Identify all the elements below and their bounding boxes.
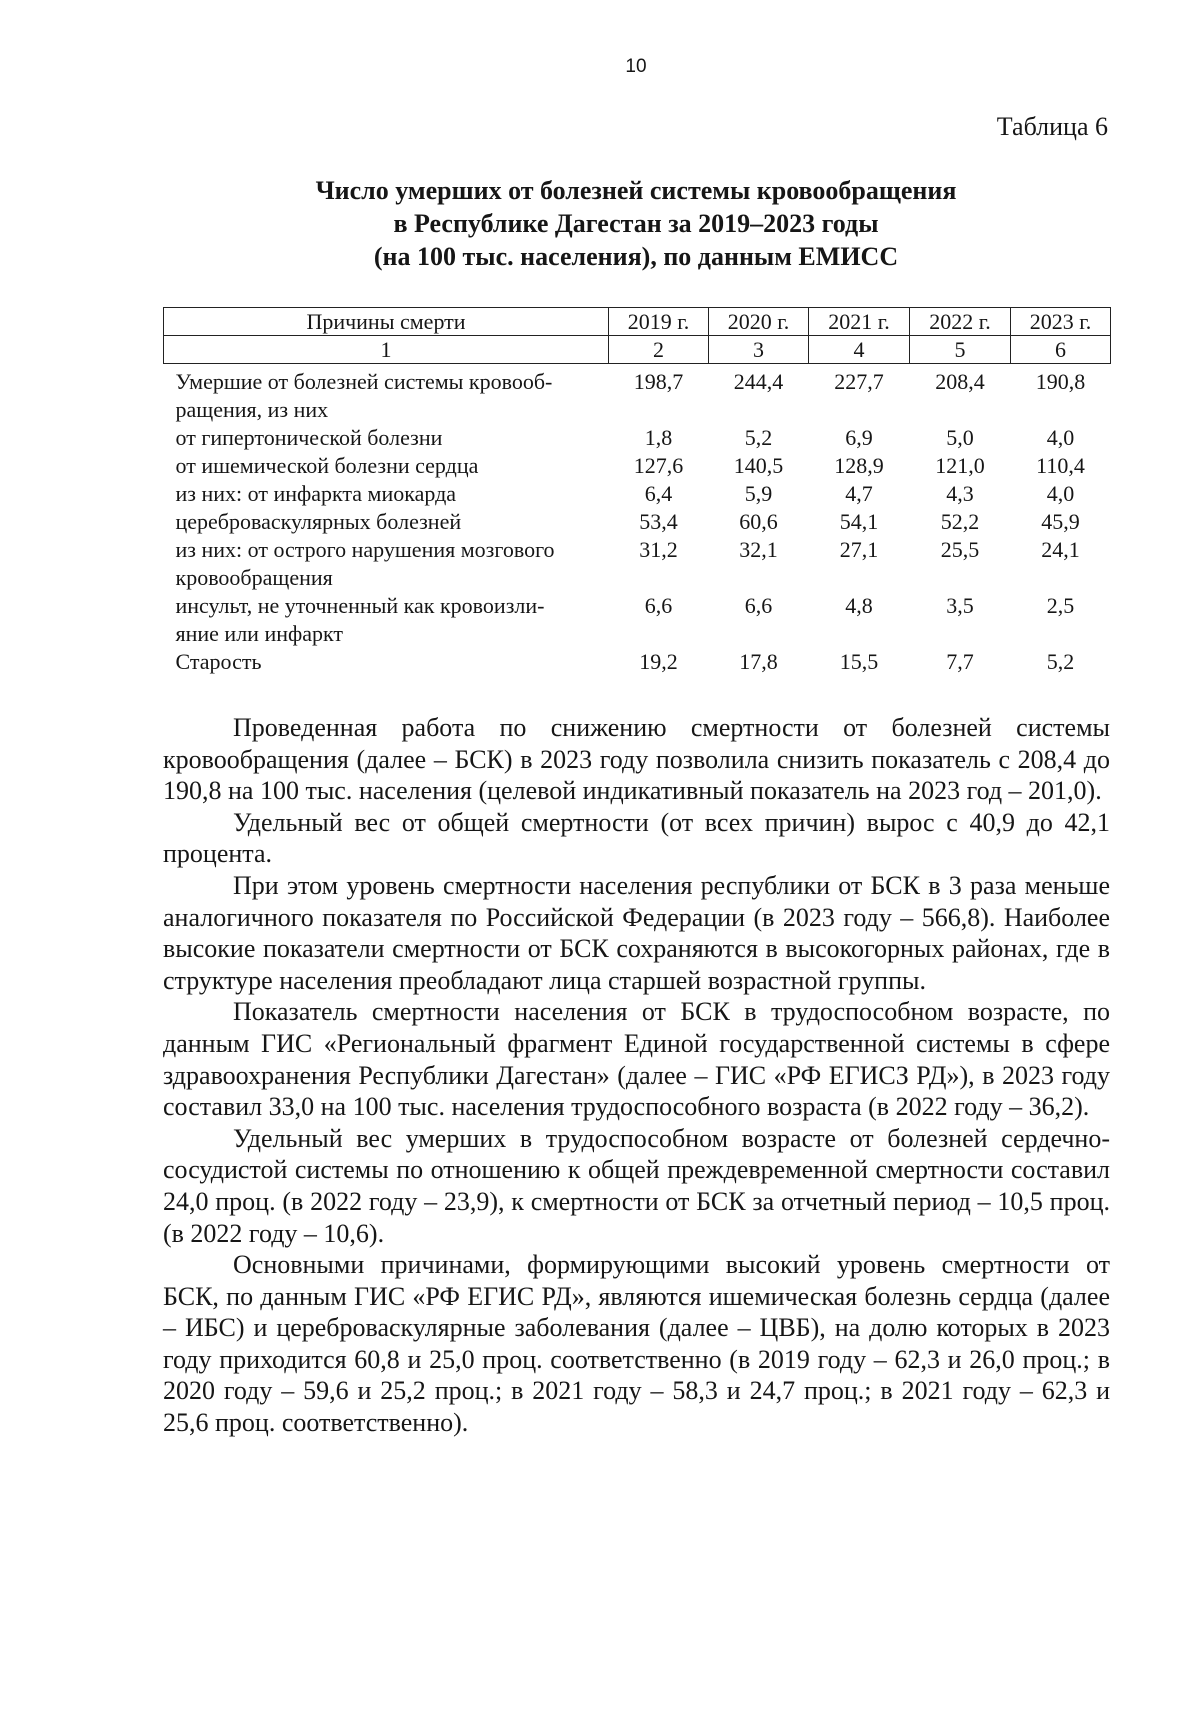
- value-cell: 4,0: [1046, 481, 1075, 506]
- page-number: 10: [625, 56, 647, 77]
- table-title: [160, 174, 1112, 273]
- value-cell: 54,1: [839, 509, 879, 534]
- header-year: 2022 г.: [910, 308, 1011, 336]
- value-cell: 24,1: [1041, 537, 1080, 562]
- table-row: [164, 508, 1111, 536]
- table-body: [164, 364, 1111, 677]
- cause-cell: [164, 536, 609, 592]
- column-number: 5: [910, 336, 1011, 364]
- title-line: в Республике Дагестан за 2019–2023 годы: [393, 209, 879, 238]
- paragraph: При этом уровень смертности населения республики от БСК в 3 раза меньше аналогичного показателя по Российской Федерации (в 2023 году – 566,8). Наиболее высокие показатели смертности от БСК сохраняются в высокогорных районах, где в структуре населения преобладают лица старшей возрастной группы.: [163, 870, 1110, 995]
- table-row: [164, 424, 1111, 452]
- value-cell: 32,1: [739, 537, 778, 562]
- value-cell: 5,0: [946, 425, 974, 450]
- paragraph: Основными причинами, формирующими высокий уровень смертности от БСК, по данным ГИС «РФ ЕГИС РД», являются ишемическая болезнь сердца (далее – ИБС) и цереброваскулярные заболевания (далее – ЦВБ), на долю которых в 2023 году приходится 60,8 и 25,0 проц. соответственно (в 2019 году – 62,3 и 26,0 проц.; в 2020 году – 59,6 и 25,2 проц.; в 2021 году – 58,3 и 24,7 проц.; в 2021 году – 62,3 и 25,6 проц. соответственно).: [163, 1250, 1110, 1438]
- value-cell: 190,8: [1035, 369, 1086, 394]
- column-number-row: [164, 336, 1111, 364]
- value-cell: 27,1: [839, 537, 879, 562]
- cause-cell: [164, 592, 609, 648]
- value-cell: 53,4: [639, 509, 678, 534]
- value-cell: 6,6: [744, 593, 773, 618]
- cause-line: из них: от инфаркта миокарда: [175, 481, 457, 506]
- value-cell: 2,5: [1046, 593, 1075, 618]
- value-cell: 19,2: [639, 649, 678, 674]
- value-cell: 110,4: [1036, 453, 1085, 478]
- header-year: 2020 г.: [709, 308, 809, 336]
- value-cell: 198,7: [633, 369, 684, 394]
- paragraph: Проведенная работа по снижению смертности от болезней системы кровообращения (далее – БСК) в 2023 году позволила снизить показатель с 208,4 до 190,8 на 100 тыс. населения (целевой индикативный показатель на 2023 год – 201,0).: [163, 713, 1110, 806]
- value-cell: 6,4: [644, 481, 673, 506]
- cause-cell: [164, 452, 609, 480]
- value-cell: 31,2: [639, 537, 678, 562]
- body-text: [163, 712, 1110, 1439]
- cause-line: кровообращения: [175, 565, 333, 590]
- cause-line: ращения, из них: [175, 397, 329, 422]
- mortality-table: [163, 307, 1111, 676]
- value-cell: 15,5: [839, 649, 879, 674]
- table-row: [164, 648, 1111, 676]
- value-cell: 6,6: [644, 593, 673, 618]
- cause-line: от ишемической болезни сердца: [175, 453, 479, 478]
- table-header-row: [164, 308, 1111, 336]
- cause-line: инсульт, не уточненный как кровоизли-: [175, 593, 545, 618]
- value-cell: 5,2: [1046, 649, 1075, 674]
- value-cell: 4,0: [1046, 425, 1075, 450]
- value-cell: 128,9: [834, 453, 884, 478]
- table-row: [164, 536, 1111, 592]
- table-row: [164, 364, 1111, 425]
- cause-line: от гипертонической болезни: [175, 425, 443, 450]
- value-cell: 6,9: [845, 425, 873, 450]
- value-cell: 60,6: [739, 509, 778, 534]
- paragraph: Удельный вес от общей смертности (от всех причин) вырос с 40,9 до 42,1 процента.: [163, 807, 1110, 869]
- value-cell: 4,7: [845, 481, 873, 506]
- value-cell: 244,4: [733, 369, 784, 394]
- value-cell: 127,6: [633, 453, 684, 478]
- cause-cell: [164, 508, 609, 536]
- cause-line: Старость: [175, 649, 262, 674]
- value-cell: 45,9: [1041, 509, 1080, 534]
- cause-cell: [164, 424, 609, 452]
- paragraph: Показатель смертности населения от БСК в трудоспособном возрасте, по данным ГИС «Региональный фрагмент Единой государственной системы в сфере здравоохранения Республики Дагестан» (далее – ГИС «РФ ЕГИСЗ РД»), в 2023 году составил 33,0 на 100 тыс. населения трудоспособного возраста (в 2022 году – 36,2).: [163, 997, 1110, 1122]
- table-label: Таблица 6: [996, 112, 1108, 141]
- value-cell: 140,5: [733, 453, 784, 478]
- header-year: 2019 г.: [609, 308, 709, 336]
- column-number: 2: [609, 336, 709, 364]
- value-cell: 3,5: [946, 593, 974, 618]
- value-cell: 17,8: [739, 649, 778, 674]
- paragraph: Удельный вес умерших в трудоспособном возрасте от болезней сердечно-сосудистой системы по отношению к общей преждевременной смертности составил 24,0 проц. (в 2022 году – 23,9), к смертности от БСК за отчетный период – 10,5 проц. (в 2022 году – 10,6).: [163, 1123, 1110, 1248]
- table-row: [164, 452, 1111, 480]
- value-cell: 4,3: [946, 481, 974, 506]
- cause-cell: [164, 480, 609, 508]
- column-number: 3: [709, 336, 809, 364]
- header-year: 2021 г.: [809, 308, 910, 336]
- value-cell: 1,8: [644, 425, 673, 450]
- table-row: [164, 592, 1111, 648]
- cause-line: цереброваскулярных болезней: [175, 509, 462, 534]
- value-cell: 7,7: [946, 649, 974, 674]
- table-row: [164, 480, 1111, 508]
- value-cell: 227,7: [834, 369, 884, 394]
- title-line: (на 100 тыс. населения), по данным ЕМИСС: [373, 242, 899, 271]
- value-cell: 25,5: [940, 537, 980, 562]
- column-number: 1: [164, 336, 609, 364]
- value-cell: 121,0: [935, 453, 985, 478]
- value-cell: 52,2: [940, 509, 980, 534]
- header-year: 2023 г.: [1011, 308, 1111, 336]
- value-cell: 4,8: [845, 593, 873, 618]
- cause-line: яние или инфаркт: [175, 621, 344, 646]
- column-number: 6: [1011, 336, 1111, 364]
- title-line: Число умерших от болезней системы кровообращения: [315, 176, 957, 205]
- cause-line: Умершие от болезней системы кровооб-: [175, 369, 553, 394]
- header-cause: Причины смерти: [164, 308, 609, 336]
- cause-cell: [164, 364, 609, 425]
- value-cell: 208,4: [935, 369, 985, 394]
- cause-line: из них: от острого нарушения мозгового: [175, 537, 555, 562]
- value-cell: 5,2: [744, 425, 773, 450]
- column-number: 4: [809, 336, 910, 364]
- cause-cell: [164, 648, 609, 676]
- value-cell: 5,9: [744, 481, 773, 506]
